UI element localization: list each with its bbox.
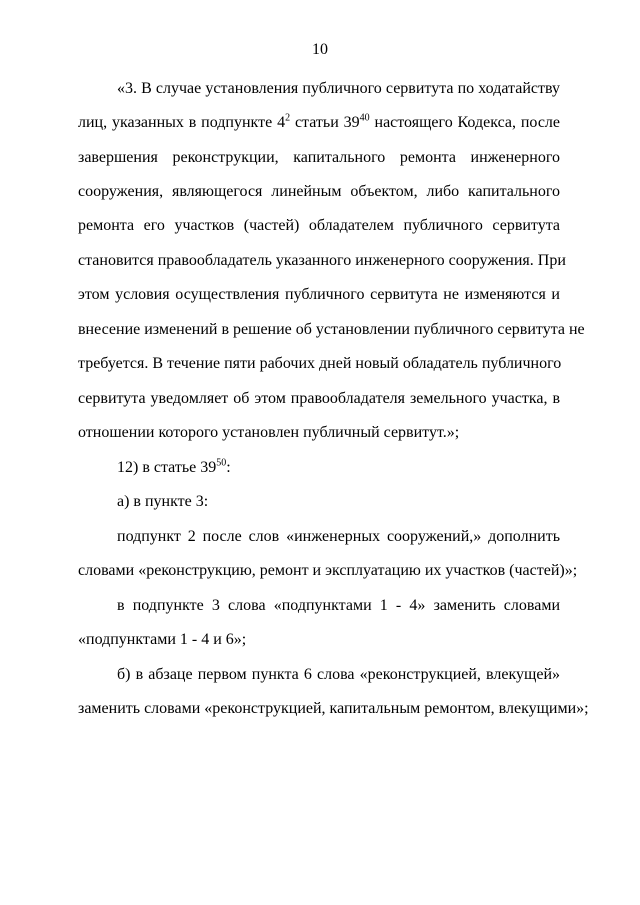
text-line [78,113,560,133]
text-line: отношении которого установлен публичный сервитут.»; [78,424,460,441]
text-line: завершения реконструкции, капитального ремонта инженерного [78,149,560,166]
text-line: б) в абзаце первом пункта 6 слова «реконструкцией, влекущей» [117,666,560,683]
text-segment: статьи 39 [290,114,360,131]
page-number: 10 [312,41,328,58]
text-line: «3. В случае установления публичного сервитута по ходатайству [117,80,560,97]
text-line: требуется. В течение пяти рабочих дней новый обладатель публичного [78,355,562,372]
text-line: ремонта его участков (частей) обладателем публичного сервитута [78,217,560,234]
text-line: становится правообладатель указанного инженерного сооружения. При [78,252,566,269]
text-line: заменить словами «реконструкцией, капитальным ремонтом, влекущими»; [78,700,589,717]
superscript: 2 [285,112,291,124]
text-line: подпункт 2 после слов «инженерных сооружений,» дополнить [117,528,560,545]
text-segment: настоящего Кодекса, после [369,114,561,131]
text-line: сервитута уведомляет об этом правообладателя земельного участка, в [78,390,560,407]
text-line: словами «реконструкцию, ремонт и эксплуатацию их участков (частей)»; [78,562,578,579]
text-line: внесение изменений в решение об установлении публичного сервитута не [78,321,585,338]
text-segment: : [226,459,231,476]
item-12-heading [117,458,560,478]
subitem-a-heading: а) в пункте 3: [117,493,209,510]
superscript: 50 [216,457,227,469]
text-line: в подпункте 3 слова «подпунктами 1 - 4» заменить словами [117,597,560,614]
text-line: этом условия осуществления публичного сервитута не изменяются и [78,286,560,303]
text-segment: 12) в статье 39 [117,459,217,476]
text-line: сооружения, являющегося линейным объектом, либо капитального [78,183,560,200]
superscript: 40 [359,112,370,124]
text-segment: лиц, указанных в подпункте 4 [78,114,286,131]
text-line: «подпунктами 1 - 4 и 6»; [78,631,247,648]
